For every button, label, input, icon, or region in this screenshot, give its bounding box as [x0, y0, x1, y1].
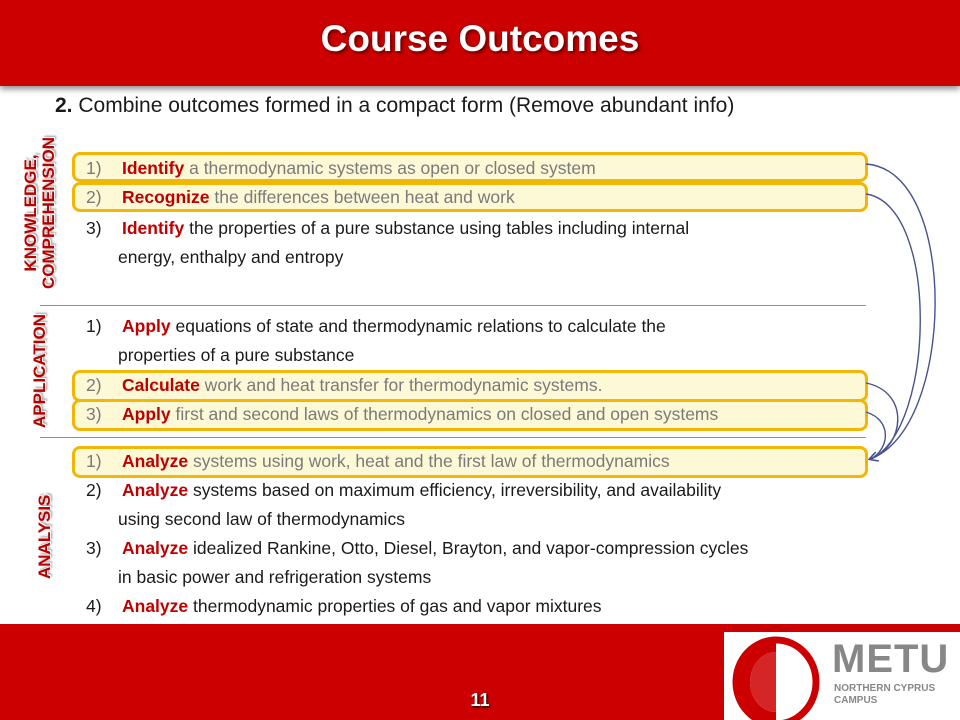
- item-number: 3): [86, 404, 102, 424]
- arrow-from-knowledge-2: [866, 194, 920, 459]
- subtitle-text: Combine outcomes formed in a compact form (Remove abundant info): [72, 94, 735, 117]
- item-keyword: Calculate: [122, 375, 200, 395]
- logo-campus-line2: CAMPUS: [834, 695, 878, 706]
- category-analysis-label: ANALYSIS: [35, 494, 54, 579]
- category-application-label: APPLICATION: [30, 314, 49, 428]
- item-text: first and second laws of thermodynamics on closed and open systems: [170, 404, 719, 424]
- item-text: equations of state and thermodynamic relations to calculate the: [170, 316, 666, 336]
- item-keyword: Apply: [122, 404, 171, 424]
- logo-campus-line1: NORTHERN CYPRUS: [834, 683, 936, 694]
- item-keyword: Identify: [122, 158, 185, 178]
- page-number: 11: [470, 690, 490, 710]
- metu-emblem-icon: [728, 634, 824, 720]
- item-keyword: Analyze: [122, 596, 189, 616]
- item-text: work and heat transfer for thermodynamic systems.: [199, 375, 603, 395]
- item-number: 2): [86, 480, 102, 500]
- category-knowledge-line2: COMPREHENSION: [39, 136, 58, 290]
- item-text: the differences between heat and work: [209, 187, 515, 207]
- item-keyword: Analyze: [122, 451, 189, 471]
- analysis-item-2-cont: using second law of thermodynamics: [118, 509, 405, 529]
- item-text: a thermodynamic systems as open or closed system: [184, 158, 596, 178]
- logo-metu-text: METU: [832, 637, 950, 681]
- item-number: 1): [86, 451, 102, 471]
- application-item-1-cont: properties of a pure substance: [118, 345, 355, 365]
- logo-campus-text: [834, 683, 935, 707]
- arrow-from-knowledge-1: [866, 164, 935, 459]
- item-keyword: Recognize: [122, 187, 210, 207]
- item-keyword: Apply: [122, 316, 171, 336]
- category-knowledge-line1: KNOWLEDGE,: [21, 154, 40, 272]
- item-text: systems based on maximum efficiency, irreversibility, and availability: [188, 480, 722, 500]
- item-number: 3): [86, 218, 102, 238]
- item-number: 2): [86, 375, 102, 395]
- item-number: 4): [86, 596, 102, 616]
- item-text: systems using work, heat and the first law of thermodynamics: [188, 451, 670, 471]
- item-number: 1): [86, 158, 102, 178]
- knowledge-item-3-cont: energy, enthalpy and entropy: [118, 247, 344, 267]
- item-keyword: Analyze: [122, 538, 189, 558]
- analysis-item-3-cont: in basic power and refrigeration systems: [118, 567, 432, 587]
- item-text: the properties of a pure substance using tables including internal: [184, 218, 690, 238]
- item-keyword: Analyze: [122, 480, 189, 500]
- item-text: thermodynamic properties of gas and vapor mixtures: [188, 596, 602, 616]
- item-number: 1): [86, 316, 102, 336]
- subtitle-number: 2.: [55, 94, 73, 117]
- item-number: 3): [86, 538, 102, 558]
- item-keyword: Identify: [122, 218, 185, 238]
- item-text: idealized Rankine, Otto, Diesel, Brayton, and vapor-compression cycles: [188, 538, 749, 558]
- item-number: 2): [86, 187, 102, 207]
- page-title: Course Outcomes: [320, 18, 640, 59]
